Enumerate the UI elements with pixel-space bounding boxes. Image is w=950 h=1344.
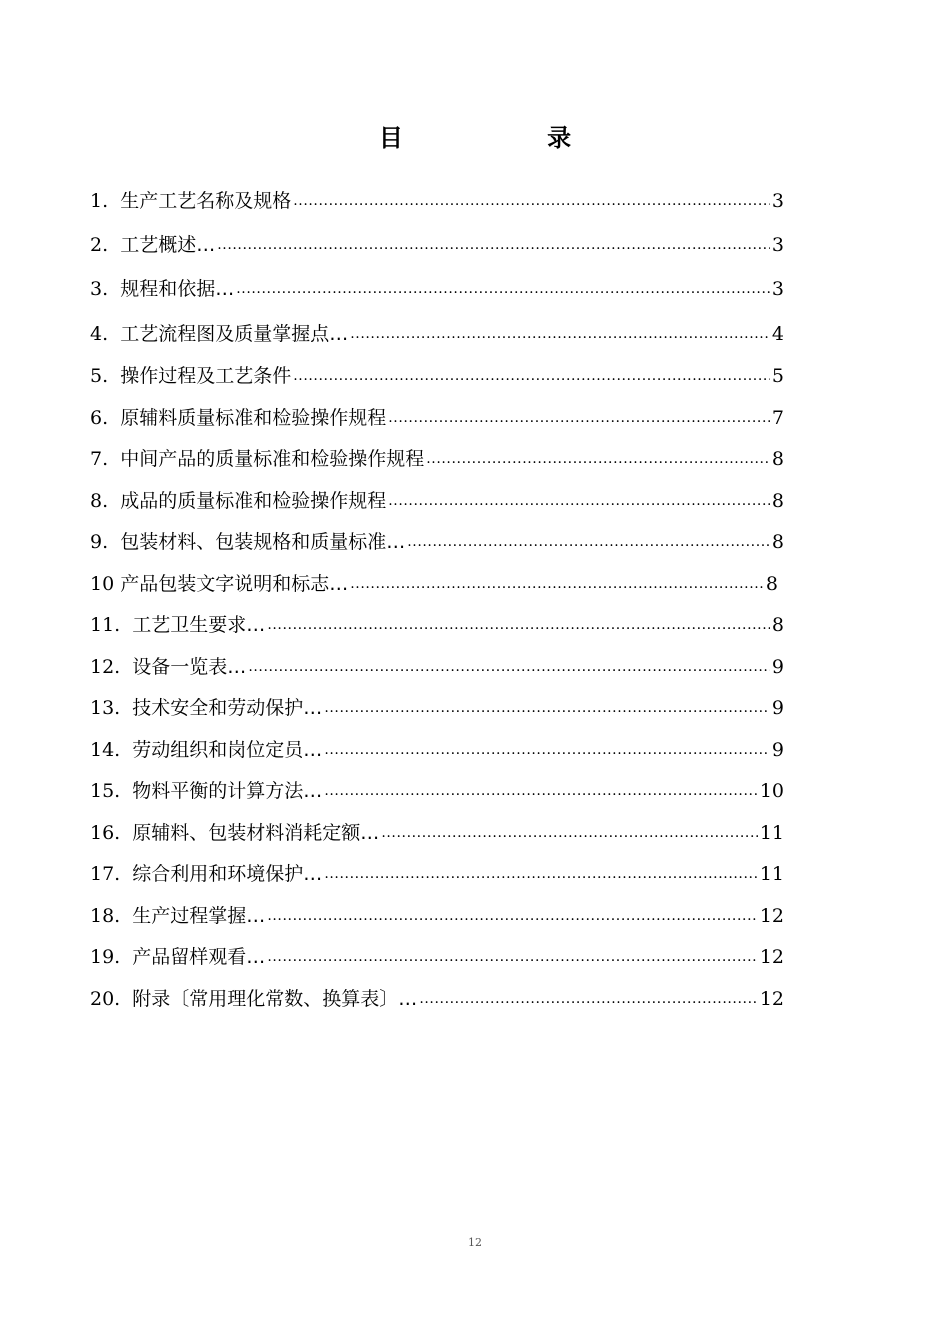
toc-entry-number: 10 [90,573,121,595]
dot-leader [324,735,770,765]
toc-entry-label: 物料平衡的计算方法… [132,780,323,802]
toc-entry[interactable] [90,859,784,889]
toc-entry-page: 9 [771,656,784,678]
dot-leader [236,274,770,304]
page-title: 目 录 [378,124,640,152]
toc-entry-label: 工艺卫生要求… [132,614,266,636]
toc-entry-label: 产品留样观看… [132,946,266,968]
toc-entry-page: 8 [771,614,784,636]
toc-entry-page: 8 [771,448,784,470]
dot-leader [293,361,770,391]
dot-leader [350,319,770,349]
toc-entry-page: 3 [771,190,784,212]
toc-entry[interactable] [90,569,778,599]
toc-entry[interactable] [90,652,784,682]
dot-leader [267,901,758,931]
toc-entry-page: 3 [771,278,784,300]
dot-leader [407,527,770,557]
toc-entry-number: 3. [90,278,121,300]
toc-entry-page: 5 [771,365,784,387]
toc-entry-label: 原辅料质量标准和检验操作规程 [120,407,387,429]
toc-entry-page: 11 [759,822,784,844]
toc-entry-number: 6. [90,407,121,429]
toc-entry-number: 13. [90,697,133,719]
toc-entry-page: 7 [771,407,784,429]
toc-entry-number: 20. [90,988,133,1010]
toc-entry-number: 16. [90,822,133,844]
toc-entry-label: 中间产品的质量标准和检验操作规程 [120,448,425,470]
toc-entry-page: 8 [771,490,784,512]
toc-entry-page: 8 [765,573,778,595]
toc-entry-page: 12 [759,988,784,1010]
toc-entry[interactable] [90,610,784,640]
toc-entry-label: 生产工艺名称及规格 [120,190,292,212]
dot-leader [324,776,758,806]
toc-entry[interactable] [90,319,784,349]
dot-leader [388,403,770,433]
toc-entry[interactable] [90,901,784,931]
dot-leader [248,652,770,682]
toc-entry-page: 3 [771,234,784,256]
toc-entry-label: 工艺概述… [120,234,216,256]
toc-entry-label: 操作过程及工艺条件 [120,365,292,387]
toc-entry-label: 包装材料、包装规格和质量标准… [120,531,406,553]
dot-leader [388,486,770,516]
toc-entry-number: 5. [90,365,121,387]
toc-entry-number: 4. [90,323,121,345]
dot-leader [381,818,758,848]
toc-entry-number: 11. [90,614,133,636]
toc-entry-page: 12 [759,946,784,968]
toc-entry-number: 17. [90,863,133,885]
toc-entry-number: 1. [90,190,121,212]
toc-entry-page: 8 [771,531,784,553]
toc-entry-number: 12. [90,656,133,678]
toc-entry[interactable] [90,486,784,516]
dot-leader [267,942,758,972]
toc-entry-label: 技术安全和劳动保护… [132,697,323,719]
toc-entry-number: 15. [90,780,133,802]
toc-entry-number: 8. [90,490,121,512]
toc-entry[interactable] [90,942,784,972]
toc-entry[interactable] [90,984,784,1014]
toc-entry-number: 19. [90,946,133,968]
toc-entry[interactable] [90,818,784,848]
toc-entry[interactable] [90,444,784,474]
dot-leader [324,859,758,889]
dot-leader [419,984,758,1014]
toc-entry-page: 9 [771,739,784,761]
toc-entry-label: 附录〔常用理化常数、换算表〕… [132,988,418,1010]
toc-entry-page: 11 [759,863,784,885]
toc-entry[interactable] [90,186,784,216]
dot-leader [324,693,770,723]
toc-entry-number: 14. [90,739,133,761]
toc-entry-label: 综合利用和环境保护… [132,863,323,885]
toc-entry-page: 12 [759,905,784,927]
toc-entry[interactable] [90,230,784,260]
toc-entry[interactable] [90,776,784,806]
toc-entry-page: 4 [771,323,784,345]
toc-entry[interactable] [90,527,784,557]
toc-entry-label: 成品的质量标准和检验操作规程 [120,490,387,512]
dot-leader [217,230,770,260]
toc-entry-page: 10 [759,780,784,802]
toc-entry[interactable] [90,693,784,723]
toc-entry-label: 规程和依据… [120,278,235,300]
dot-leader [350,569,764,599]
toc-entry-number: 7. [90,448,121,470]
toc-entry-label: 原辅料、包装材料消耗定额… [132,822,380,844]
dot-leader [293,186,770,216]
toc-entry-label: 设备一览表… [132,656,247,678]
dot-leader [426,444,770,474]
dot-leader [267,610,770,640]
toc-entry[interactable] [90,274,784,304]
toc-entry[interactable] [90,735,784,765]
toc-entry[interactable] [90,403,784,433]
toc-entry-label: 产品包装文字说明和标志… [120,573,349,595]
toc-entry-page: 9 [771,697,784,719]
page-number: 12 [468,1236,482,1249]
toc-entry-number: 18. [90,905,133,927]
toc-entry[interactable] [90,361,784,391]
toc-entry-number: 2. [90,234,121,256]
toc-entry-label: 工艺流程图及质量掌握点… [120,323,349,345]
toc-entry-label: 生产过程掌握… [132,905,266,927]
toc-entry-label: 劳动组织和岗位定员… [132,739,323,761]
toc-entry-number: 9. [90,531,121,553]
